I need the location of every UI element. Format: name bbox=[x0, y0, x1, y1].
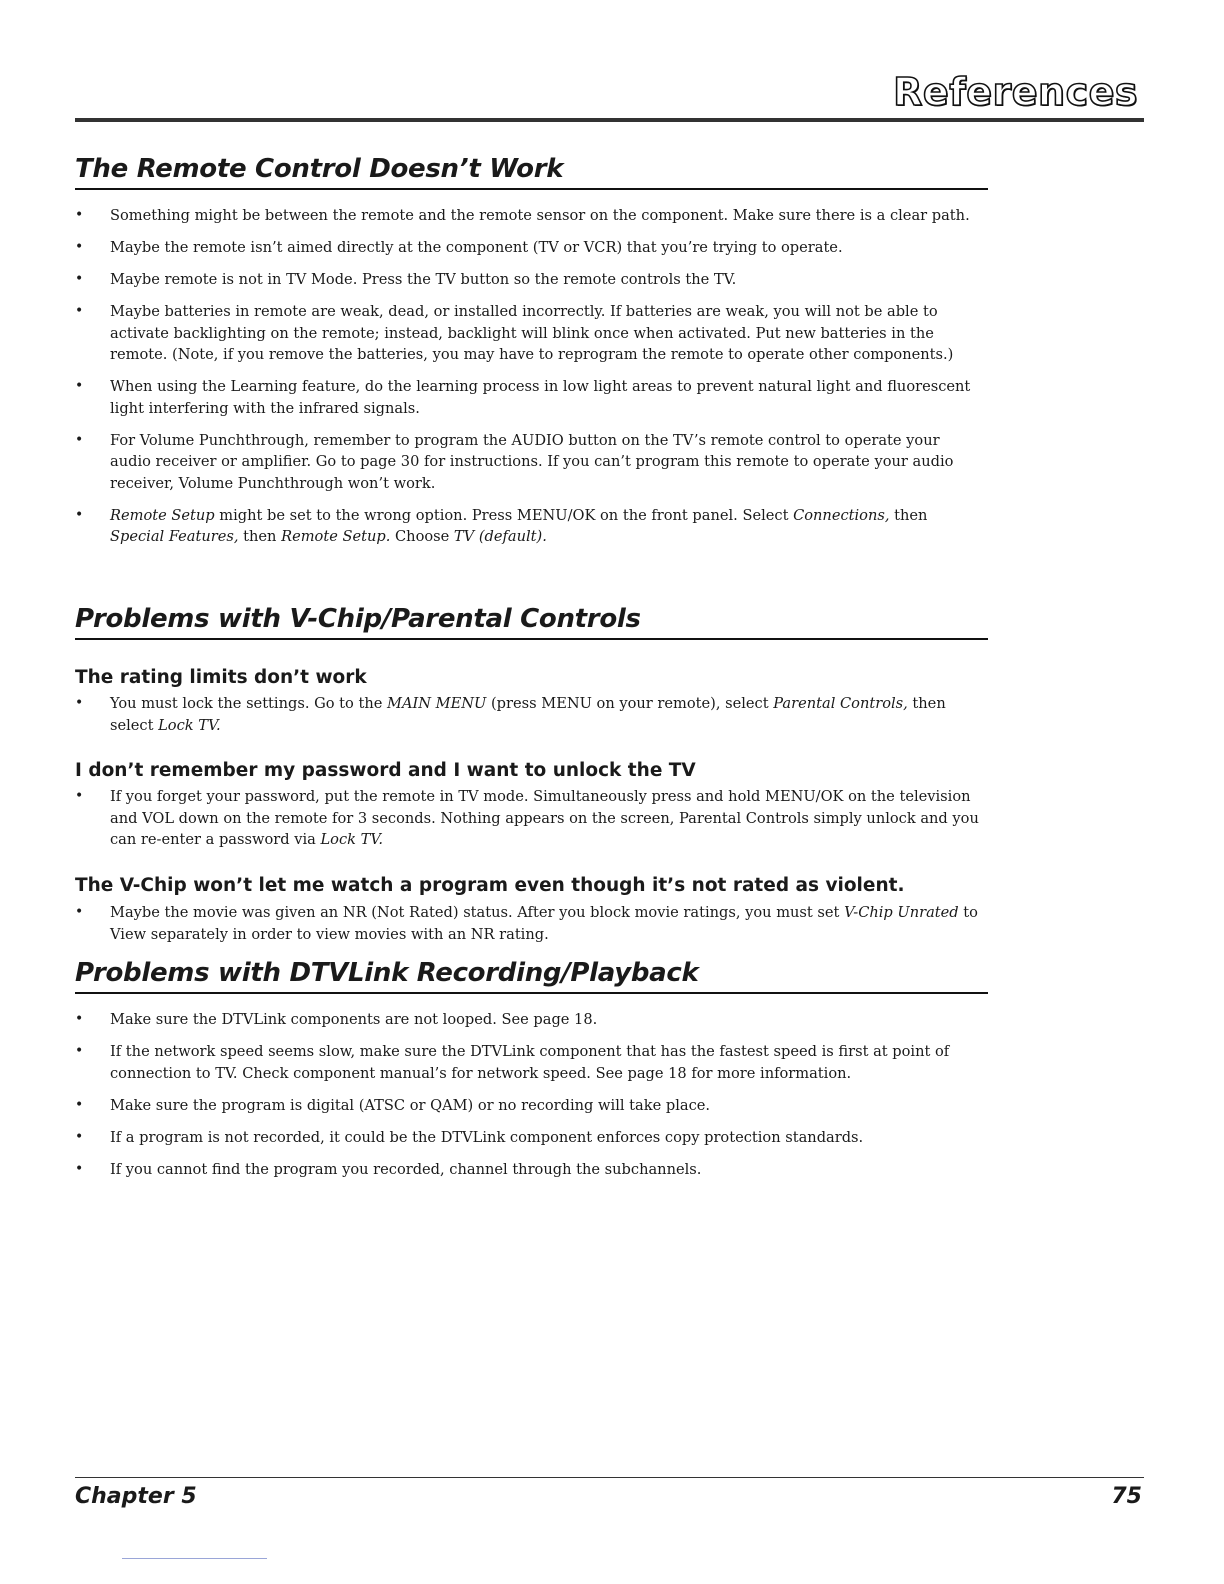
subsection-title-password: I don’t remember my password and I want to unlock the TV bbox=[75, 760, 696, 781]
vchip-violent-list bbox=[75, 902, 980, 945]
list-item: • Maybe the movie was given an NR (Not Rated) status. After you block movie ratings, you must set V-Chip Unrated to View separately in order to view movies with an NR rating. bbox=[75, 902, 980, 945]
subsection-title-vchip-violent: The V-Chip won’t let me watch a program even though it’s not rated as violent. bbox=[75, 875, 905, 896]
password-list bbox=[75, 786, 980, 851]
list-item: • Something might be between the remote and the remote sensor on the component. Make sure there is a clear path. bbox=[75, 205, 980, 227]
header-rule bbox=[75, 118, 1144, 122]
list-item: • If you forget your password, put the remote in TV mode. Simultaneously press and hold MENU/OK on the television and VOL down on the remote for 3 seconds. Nothing appears on the screen, Parental Controls simply unlock and you can re-enter a password via Lock TV. bbox=[75, 786, 980, 851]
list-item: • Remote Setup might be set to the wrong option. Press MENU/OK on the front panel. Select Connections, then Special Features, then Remote Setup. Choose TV (default). bbox=[75, 505, 980, 548]
list-item: • You must lock the settings. Go to the MAIN MENU (press MENU on your remote), select Parental Controls, then select Lock TV. bbox=[75, 693, 980, 736]
scan-mark-divider bbox=[122, 1558, 267, 1559]
list-item: • When using the Learning feature, do the learning process in low light areas to prevent natural light and fluorescent light interfering with the infrared signals. bbox=[75, 376, 980, 419]
page-number: 75 bbox=[1111, 1484, 1142, 1509]
section-title-vchip: Problems with V-Chip/Parental Controls bbox=[75, 603, 988, 640]
list-item: • Maybe remote is not in TV Mode. Press the TV button so the remote controls the TV. bbox=[75, 269, 980, 291]
section-title-remote: The Remote Control Doesn’t Work bbox=[75, 153, 988, 190]
list-item: • If a program is not recorded, it could be the DTVLink component enforces copy protection standards. bbox=[75, 1127, 980, 1149]
section-title-dtvlink: Problems with DTVLink Recording/Playback bbox=[75, 957, 988, 994]
list-item: • Make sure the DTVLink components are not looped. See page 18. bbox=[75, 1009, 980, 1031]
list-item: • Make sure the program is digital (ATSC or QAM) or no recording will take place. bbox=[75, 1095, 980, 1117]
dtvlink-bullet-list bbox=[75, 1009, 980, 1180]
subsection-title-rating-limits: The rating limits don’t work bbox=[75, 667, 367, 688]
list-item: • Maybe the remote isn’t aimed directly at the component (TV or VCR) that you’re trying to operate. bbox=[75, 237, 980, 259]
list-item: • Maybe batteries in remote are weak, dead, or installed incorrectly. If batteries are weak, you will not be able to activate backlighting on the remote; instead, backlight will blink once when activated. Put new batteries in the remote. (Note, if you remove the batteries, you may have to reprogram the remote to operate other components.) bbox=[75, 301, 980, 366]
list-item: • For Volume Punchthrough, remember to program the AUDIO button on the TV’s remote control to operate your audio receiver or amplifier. Go to page 30 for instructions. If you can’t program this remote to operate your audio receiver, Volume Punchthrough won’t work. bbox=[75, 430, 980, 495]
list-item: • If you cannot find the program you recorded, channel through the subchannels. bbox=[75, 1159, 980, 1181]
page-header-title: References bbox=[893, 70, 1138, 114]
footer-rule bbox=[75, 1477, 1144, 1478]
list-item: • If the network speed seems slow, make sure the DTVLink component that has the fastest speed is first at point of connection to TV. Check component manual’s for network speed. See page 18 for more information. bbox=[75, 1041, 980, 1084]
rating-limits-list bbox=[75, 693, 980, 736]
chapter-label: Chapter 5 bbox=[75, 1484, 197, 1509]
remote-bullet-list bbox=[75, 205, 980, 548]
